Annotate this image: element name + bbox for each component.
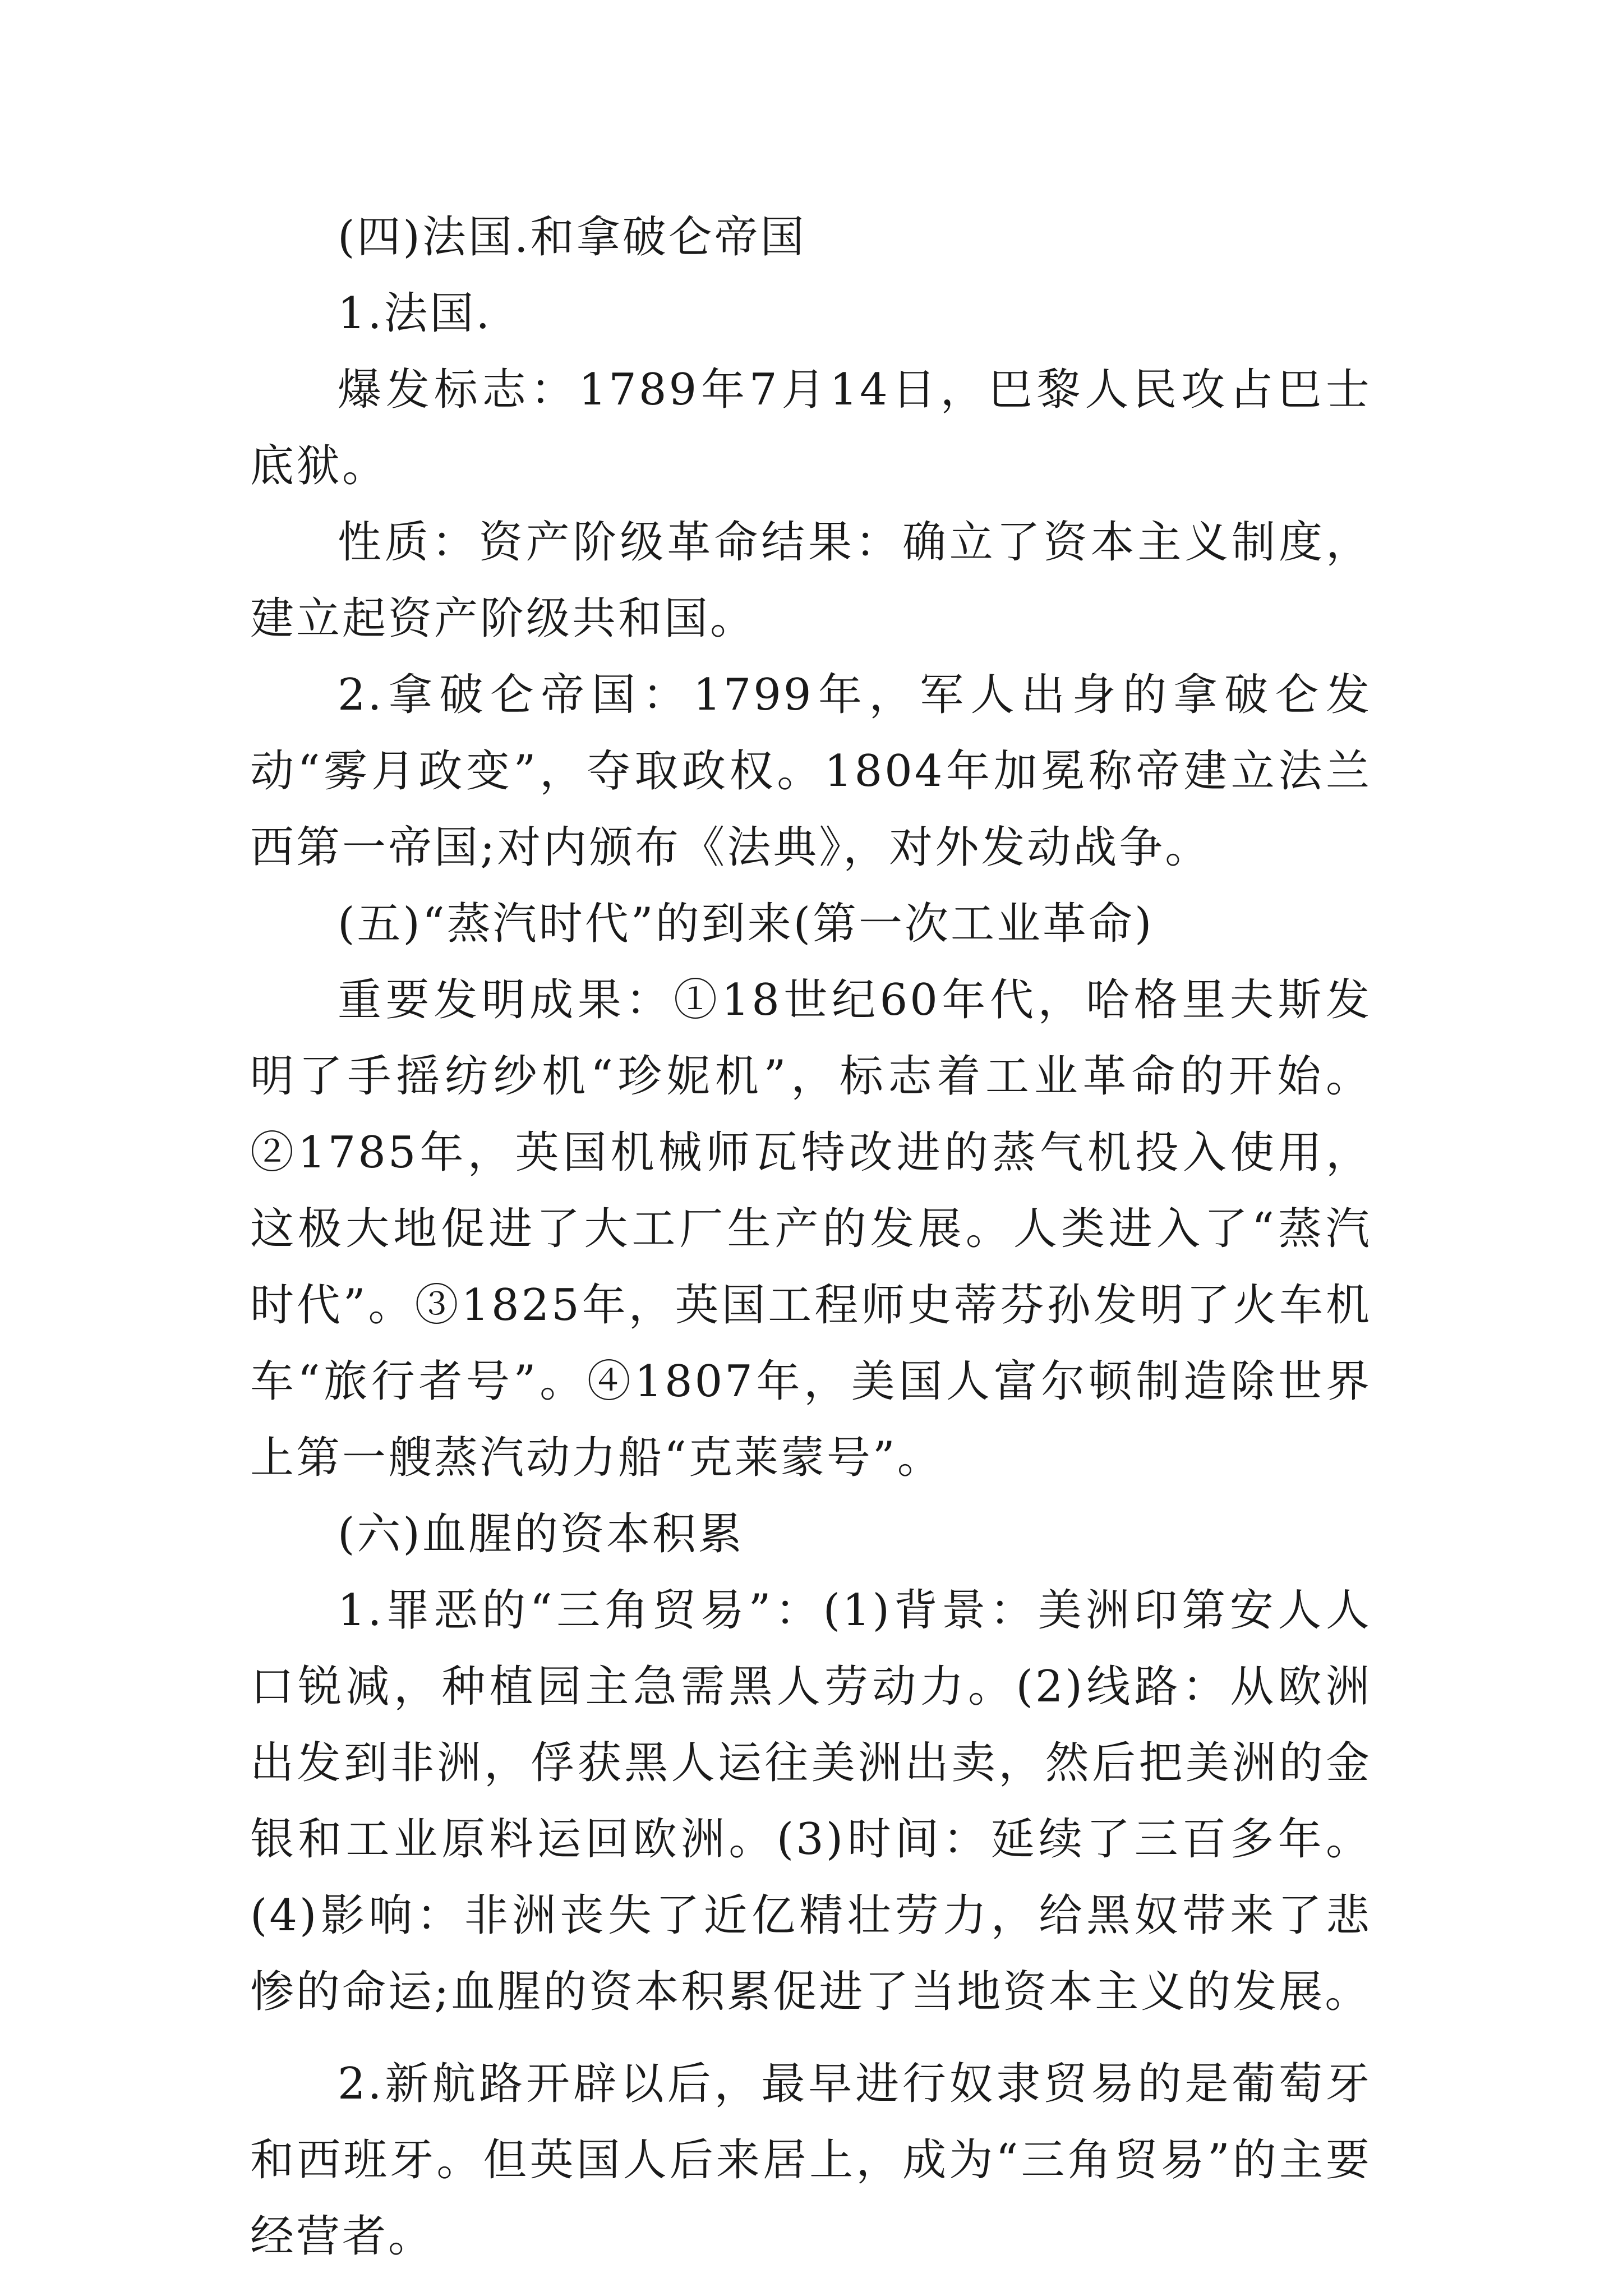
- paragraph-triangle-trade: 1.罪恶的“三角贸易”：(1)背景：美洲印第安人人口锐减，种植园主急需黑人劳动力。(2)线路：从欧洲出发到非洲，俘获黑人运往美洲出卖，然后把美洲的金银和工业原料运回欧洲。(3)时间：延续了三百多年。(4)影响：非洲丧失了近亿精壮劳力，给黑奴带来了悲惨的命运;血腥的资本积累促进了当地资本主义的发展。: [250, 1585, 1372, 2017]
- section-heading-capital-accumulation: (六)血腥的资本积累: [338, 1509, 744, 1559]
- section-heading-france-napoleon: (四)法国.和拿破仑帝国: [338, 212, 806, 263]
- paragraph-nature: 性质：资产阶级革命结果：确立了资本主义制度，建立起资产阶级共和国。: [250, 517, 1372, 644]
- paragraph-slave-trade: 2.新航路开辟以后，最早进行奴隶贸易的是葡萄牙和西班牙。但英国人后来居上，成为“三角贸易”的主要经营者。: [250, 2059, 1372, 2262]
- section-heading-steam-age: (五)“蒸汽时代”的到来(第一次工业革命): [338, 899, 1154, 949]
- paragraph-napoleon-empire: 2.拿破仑帝国：1799年，军人出身的拿破仑发动“雾月政变”，夺取政权。1804年加冕称帝建立法兰西第一帝国;对内颁布《法典》，对外发动战争。: [250, 670, 1372, 873]
- subheading-france: 1.法国.: [338, 288, 492, 339]
- paragraph-outbreak: 爆发标志：1789年7月14日，巴黎人民攻占巴士底狱。: [250, 365, 1372, 491]
- paragraph-inventions: 重要发明成果：①18世纪60年代，哈格里夫斯发明了手摇纺纱机“珍妮机”，标志着工业革命的开始。②1785年，英国机械师瓦特改进的蒸气机投入使用，这极大地促进了大工厂生产的发展。人类进入了“蒸汽时代”。③1825年，英国工程师史蒂芬孙发明了火车机车“旅行者号”。④1807年，美国人富尔顿制造除世界上第一艘蒸汽动力船“克莱蒙号”。: [250, 975, 1372, 1483]
- document-body: [250, 199, 1372, 2275]
